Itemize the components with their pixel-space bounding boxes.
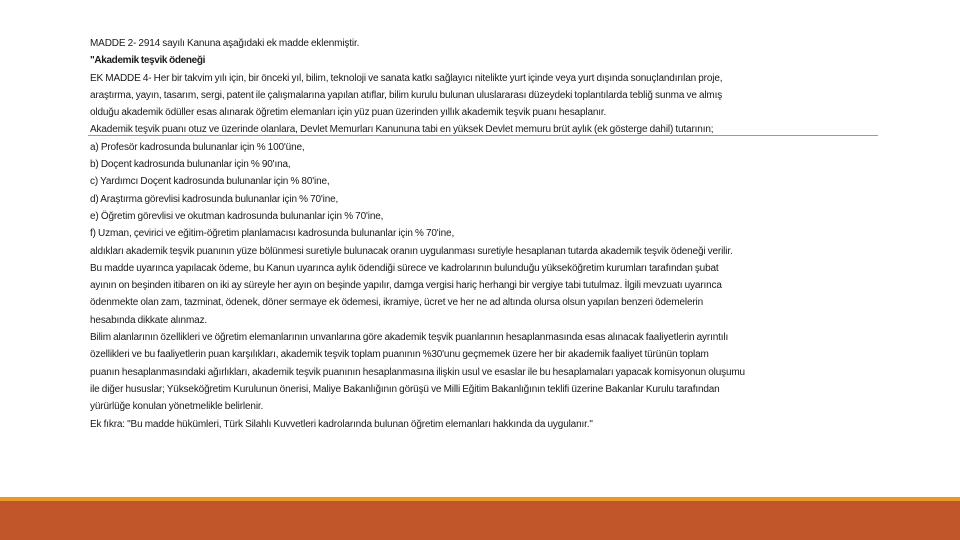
article-heading: MADDE 2- 2914 sayılı Kanuna aşağıdaki ek madde eklenmiştir. bbox=[90, 38, 360, 49]
text-line: hesabında dikkate alınmaz. bbox=[90, 314, 208, 326]
list-item: a) Profesör kadrosunda bulunanlar için % 100'üne, bbox=[90, 141, 305, 153]
list-item: f) Uzman, çevirici ve eğitim-öğretim planlamacısı kadrosunda bulunanlar için % 70'ine, bbox=[90, 228, 455, 240]
additional-clause: Ek fıkra: "Bu madde hükümleri, Türk Silahlı Kuvvetleri kadrolarında bulunan öğretim elemanları hakkında da uygulanır." bbox=[90, 418, 593, 430]
text-line: puanın hesaplanmasındaki ağırlıkları, akademik teşvik puanının hesaplanmasına ilişkin usul ve esaslar ile bu hesaplamaları yapacak komisyonun oluşumu bbox=[90, 366, 745, 378]
text-line: olduğu akademik ödüller esas alınarak öğretim elemanları için yüz puan üzerinden yıllık akademik teşvik puanı hesaplanır. bbox=[90, 107, 607, 119]
text-line: Bilim alanlarının özellikleri ve öğretim elemanlarının unvanlarına göre akademik teşvik puanlarının hesaplanmasında esas alınacak faaliyetlerin ayrıntılı bbox=[90, 332, 729, 344]
section-title: "Akademik teşvik ödeneği bbox=[90, 55, 206, 67]
text-line: özellikleri ve bu faaliyetlerin puan karşılıkları, akademik teşvik toplam puanının %30'unu geçmemek üzere her bir akademik faaliyet türünün toplam bbox=[90, 349, 709, 361]
text-line: yürürlüğe konulan yönetmelikle belirlenir. bbox=[90, 401, 264, 413]
text-line: araştırma, yayın, tasarım, sergi, patent ile çalışmalarına yapılan atıflar, bilim kurulu bulunan uluslararası düzeydeki toplantılarda tebliğ sunma ve almış bbox=[90, 89, 723, 101]
footer-band bbox=[0, 497, 960, 540]
text-line: EK MADDE 4- Her bir takvim yılı için, bir önceki yıl, bilim, teknoloji ve sanata katkı sağlayıcı nitelikte yurt içinde veya yurt dışında sonuçlandırılan proje, bbox=[90, 72, 723, 84]
text-line: Akademik teşvik puanı otuz ve üzerinde olanlara, Devlet Memurları Kanununa tabi en yüksek Devlet memuru brüt aylık (ek gösterge dahil) tutarının; bbox=[90, 124, 714, 136]
text-line: ayının on beşinden itibaren on iki ay süreyle her ayın on beşinde yapılır, damga vergisi hariç herhangi bir vergiye tabi tutulmaz. İlgili mevzuatı uyarınca bbox=[90, 280, 722, 292]
document-body bbox=[90, 35, 890, 433]
divider bbox=[88, 135, 878, 136]
list-item: e) Öğretim görevlisi ve okutman kadrosunda bulunanlar için % 70'ine, bbox=[90, 210, 384, 222]
text-line: Bu madde uyarınca yapılacak ödeme, bu Kanun uyarınca aylık ödendiği sürece ve kadrolarının bulunduğu yükseköğretim kurumları tarafından şubat bbox=[90, 262, 719, 274]
text-line: ödenmekte olan zam, tazminat, ödenek, döner sermaye ek ödemesi, ikramiye, ücret ve her ne ad altında olursa olsun yapılan benzeri ödemelerin bbox=[90, 297, 704, 309]
text-line: aldıkları akademik teşvik puanının yüze bölünmesi suretiyle bulunacak oranın uygulanması suretiyle hesaplanan tutarda akademik teşvik ödeneği verilir. bbox=[90, 245, 733, 257]
list-item: c) Yardımcı Doçent kadrosunda bulunanlar için % 80'ine, bbox=[90, 176, 330, 188]
list-item: b) Doçent kadrosunda bulunanlar için % 90'ına, bbox=[90, 159, 291, 171]
list-item: d) Araştırma görevlisi kadrosunda bulunanlar için % 70'ine, bbox=[90, 193, 339, 205]
footer-stripe bbox=[0, 497, 960, 501]
text-line: ile diğer hususlar; Yükseköğretim Kurulunun önerisi, Maliye Bakanlığının görüşü ve Milli Eğitim Bakanlığının teklifi üzerine Bakanlar Kurulu tarafından bbox=[90, 383, 720, 395]
